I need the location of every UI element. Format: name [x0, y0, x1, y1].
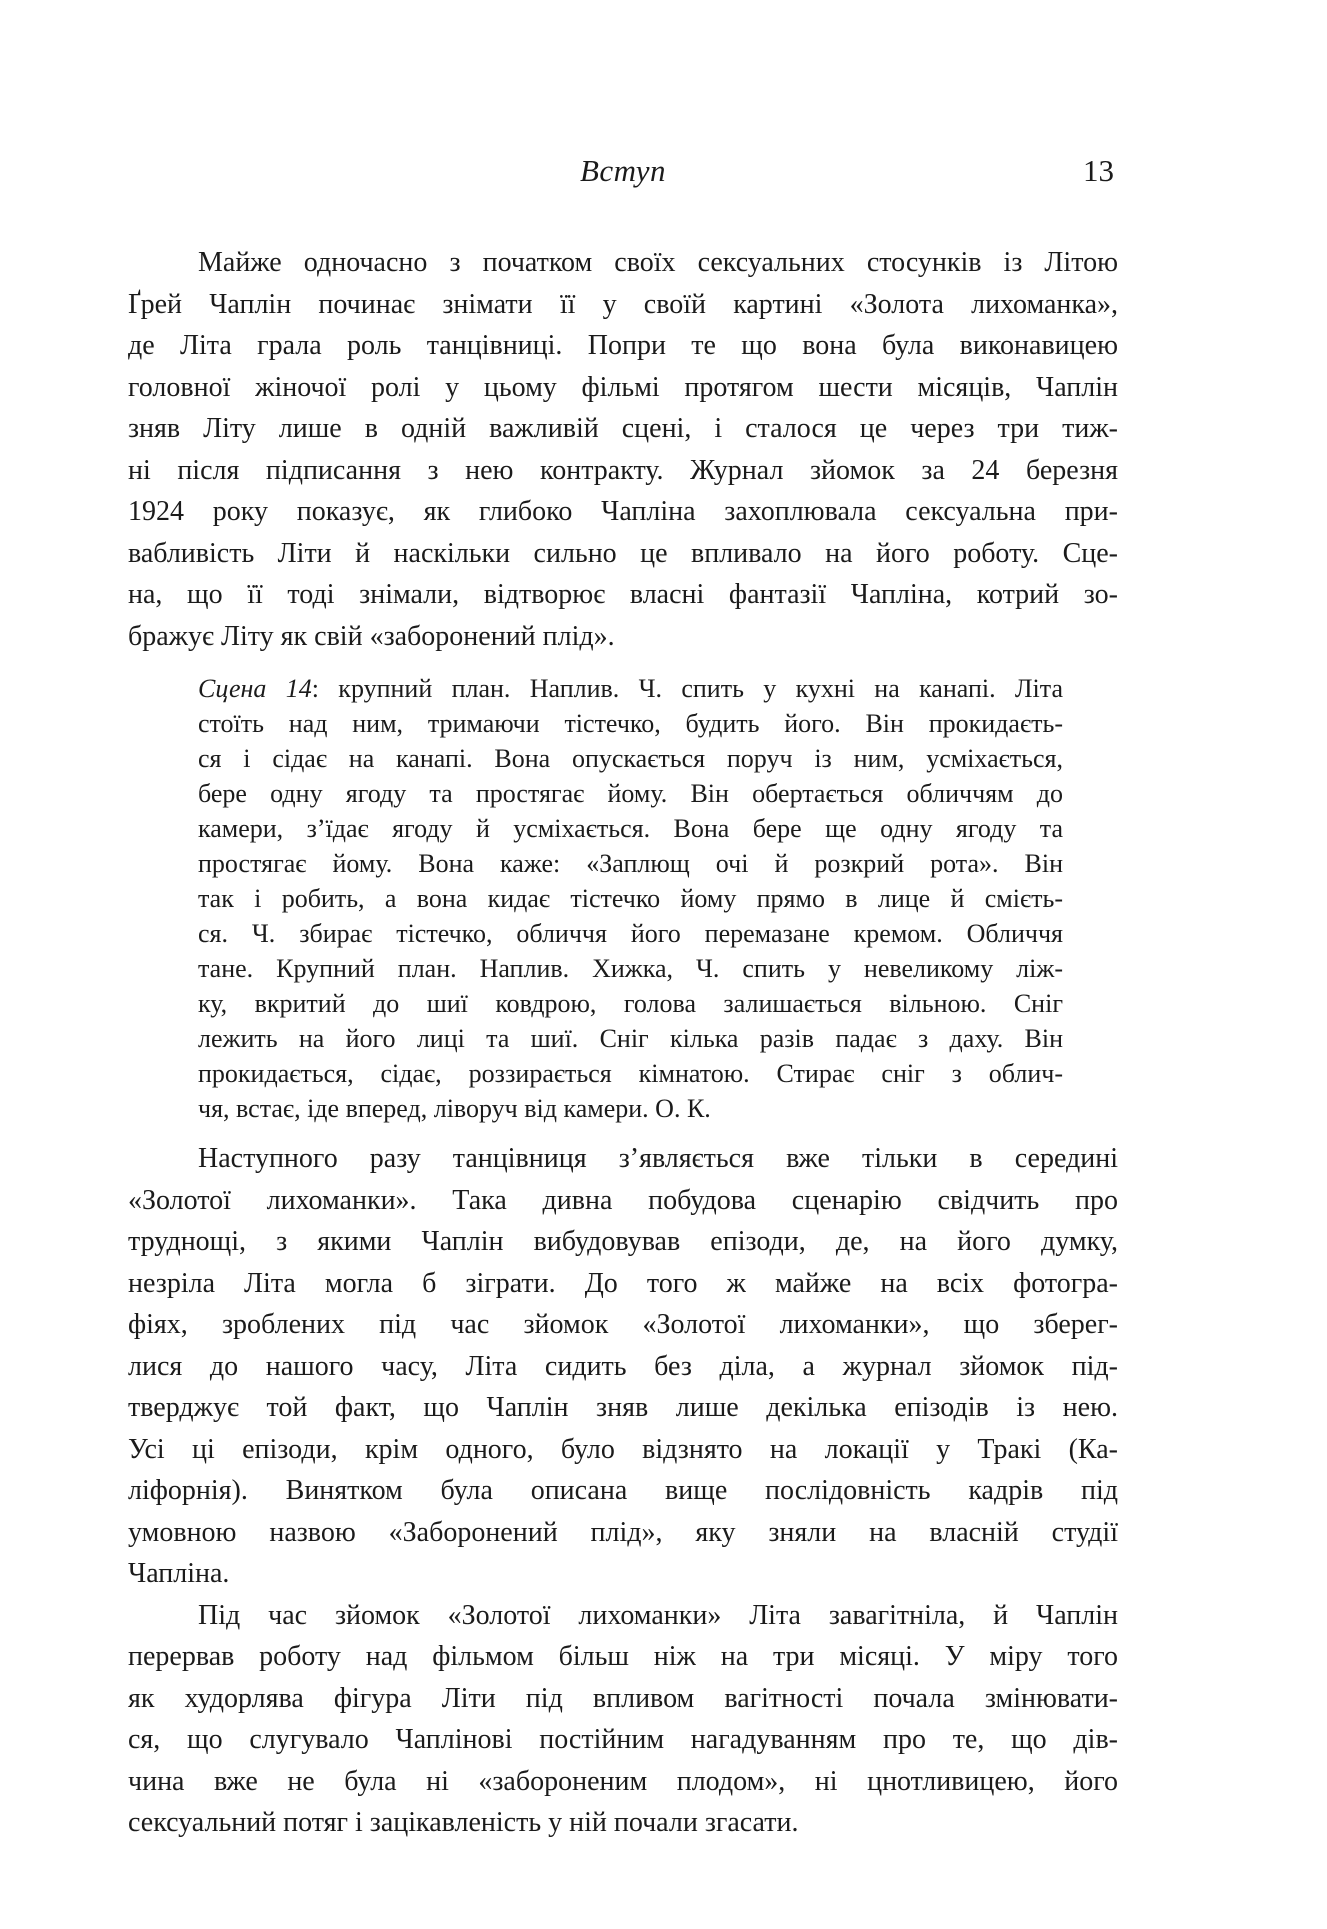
text-line: простягає йому. Вона каже: «Заплющ очі й розкрий рота». Він: [198, 849, 1063, 878]
text-line: стоїть над ним, тримаючи тістечко, будить його. Він прокидаєть-: [198, 709, 1063, 738]
paragraph-1: [128, 242, 1118, 657]
text-line: Чапліна.: [128, 1558, 230, 1589]
text-line: на, що її тоді знімали, відтворює власні фантазії Чапліна, котрий зо-: [128, 579, 1118, 610]
text-line: так і робить, а вона кидає тістечко йому прямо в лице й смієть-: [198, 884, 1063, 913]
text-line: ку, вкритий до шиї ковдрою, голова залишається вільною. Сніг: [198, 989, 1063, 1018]
text-line: прокидається, сідає, роззирається кімнатою. Стирає сніг з облич-: [198, 1059, 1063, 1088]
text-line: тане. Крупний план. Наплив. Хижка, Ч. спить у невеликому ліж-: [198, 954, 1063, 983]
text-line: фіях, зроблених під час зйомок «Золотої лихоманки», що зберег-: [128, 1309, 1118, 1340]
text-line: Наступного разу танцівниця з’являється вже тільки в середині: [198, 1143, 1118, 1174]
text-line: зняв Літу лише в одній важливій сцені, і сталося це через три тиж-: [128, 413, 1118, 444]
text-line: сексуальний потяг і зацікавленість у ній почали згасати.: [128, 1807, 799, 1838]
text-line: труднощі, з якими Чаплін вибудовував епізоди, де, на його думку,: [128, 1226, 1118, 1257]
text-line: «Золотої лихоманки». Така дивна побудова сценарію свідчить про: [128, 1184, 1118, 1216]
text-line: як худорлява фігура Літи під впливом вагітності почала змінювати-: [128, 1682, 1118, 1714]
text-line: головної жіночої ролі у цьому фільмі протягом шести місяців, Чаплін: [128, 371, 1118, 403]
text-line: де Літа грала роль танцівниці. Попри те що вона була виконавицею: [128, 330, 1118, 361]
text-line: ся, що слугувало Чаплінові постійним нагадуванням про те, що дів-: [128, 1724, 1118, 1755]
text-line: бражує Літу як свій «заборонений плід».: [128, 620, 615, 652]
paragraph-2: [128, 1138, 1118, 1595]
text-line: ся. Ч. збирає тістечко, обличчя його перемазане кремом. Обличчя: [198, 919, 1063, 948]
page-number: 13: [1083, 153, 1114, 188]
text-line: умовною назвою «Заборонений плід», яку зняли на власній студії: [128, 1516, 1118, 1548]
paragraph-3: [128, 1595, 1118, 1844]
text-line: камери, з’їдає ягоду й усміхається. Вона бере ще одну ягоду та: [198, 814, 1063, 843]
text-line: лежить на його лиці та шиї. Сніг кілька разів падає з даху. Він: [198, 1024, 1063, 1053]
text-line: Усі ці епізоди, крім одного, було відзнято на локації у Тракі (Ка-: [128, 1433, 1118, 1465]
text-line: Ґрей Чаплін починає знімати її у своїй картині «Золота лихоманка»,: [128, 288, 1118, 320]
text-line: ліфорнія). Винятком була описана вище послідовність кадрів під: [128, 1475, 1118, 1506]
text-line: бере одну ягоду та простягає йому. Він обертається обличчям до: [198, 779, 1063, 808]
text-column: [128, 150, 1118, 1844]
text-line: перервав роботу над фільмом більш ніж на три місяці. У міру того: [128, 1641, 1118, 1672]
text-line: Під час зйомок «Золотої лихоманки» Літа завагітніла, й Чаплін: [198, 1599, 1118, 1631]
page-header: [128, 150, 1118, 192]
text-line: чя, встає, іде вперед, ліворуч від камери. О. К.: [198, 1094, 711, 1123]
text-line: ні після підписання з нею контракту. Журнал зйомок за 24 березня: [128, 454, 1118, 486]
text-line: лися до нашого часу, Літа сидить без діла, а журнал зйомок під-: [128, 1350, 1118, 1382]
text-line: чина вже не була ні «забороненим плодом», ні цнотливицею, його: [128, 1765, 1118, 1797]
text-line: 1924 року показує, як глибоко Чапліна захоплювала сексуальна при-: [128, 496, 1118, 527]
text-line: Майже одночасно з початком своїх сексуальних стосунків із Літою: [198, 247, 1118, 278]
text-line: тверджує той факт, що Чаплін зняв лише декілька епізодів із нею.: [128, 1392, 1118, 1423]
running-title: Вступ: [579, 153, 667, 188]
scene-quote: [198, 671, 1063, 1126]
scene-label-italic: Сцена 14: [198, 674, 312, 703]
text-line: Сцена 14: крупний план. Наплив. Ч. спить у кухні на канапі. Літа: [198, 674, 1063, 703]
page-text: [128, 242, 1118, 1844]
text-line: ся і сідає на канапі. Вона опускається поруч із ним, усміхається,: [198, 744, 1063, 773]
text-line: незріла Літа могла б зіграти. До того ж майже на всіх фотогра-: [128, 1267, 1118, 1299]
text-line: вабливість Літи й наскільки сильно це впливало на його роботу. Сце-: [128, 537, 1118, 569]
